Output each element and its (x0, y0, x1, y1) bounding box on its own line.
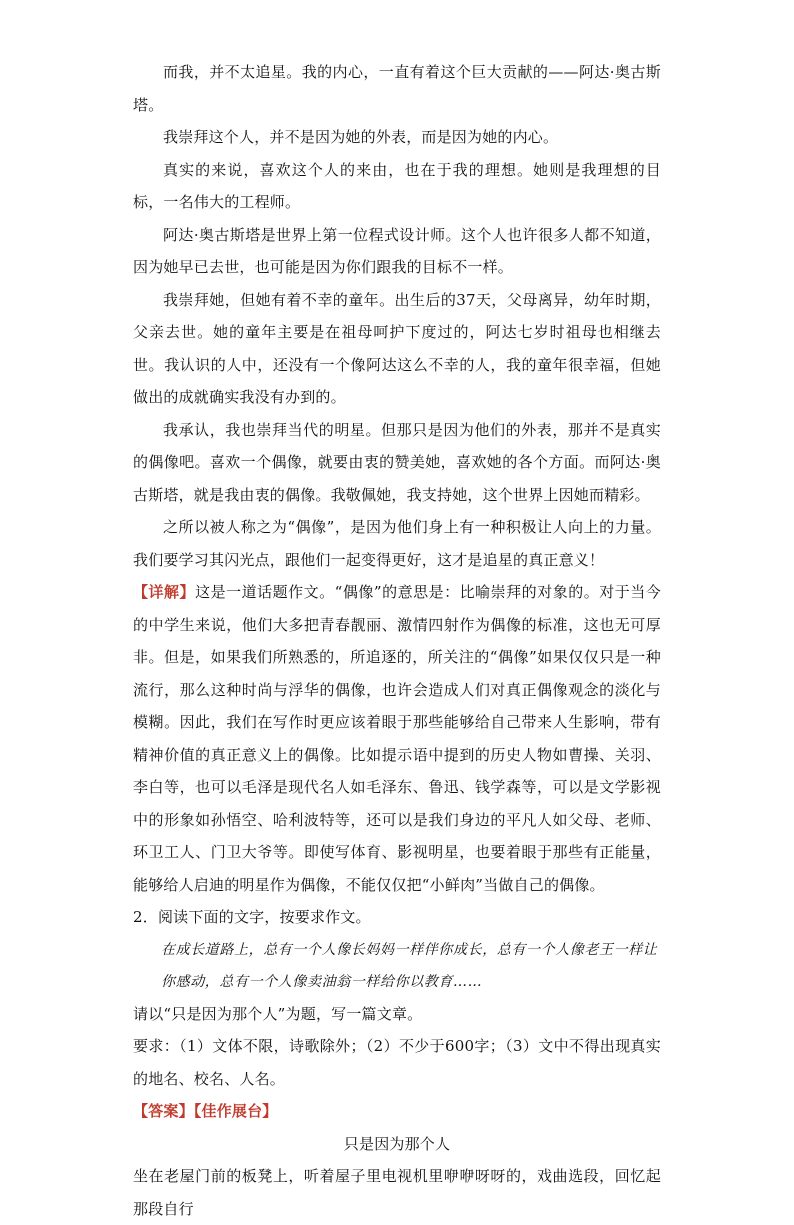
question-prompt: 请以“只是因为那个人”为题，写一篇文章。 (133, 1004, 423, 1023)
question-quote: 在成长道路上，总有一个人像长妈妈一样伴你成长，总有一个人像老王一样让你感动，总有一个人像卖油翁一样给你以教育…… (161, 941, 658, 990)
paragraph: 我崇拜这个人，并不是因为她的外表，而是因为她的内心。 (163, 128, 559, 146)
detail-paragraph (133, 576, 661, 901)
question-title: 2．阅读下面的文字，按要求作文。 (133, 908, 371, 926)
detail-tag: 【详解】 (133, 583, 196, 601)
question-requirements: 要求：（1）文体不限，诗歌除外；（2）不少于600字；（3）文中不得出现真实的地名、校名、人名。 (133, 1037, 661, 1088)
paragraph: 真实的来说，喜欢这个人的来由，也在于我的理想。她则是我理想的目标，一名伟大的工程师。 (133, 160, 661, 211)
paragraph: 之所以被人称之为“偶像”，是因为他们身上有一种积极让人向上的力量。我们要学习其闪光点，跟他们一起变得更好，这才是追星的真正意义！ (133, 518, 661, 569)
paragraph: 我承认，我也崇拜当代的明星。但那只是因为他们的外表，那并不是真实的偶像吧。喜欢一个偶像，就要由衷的赞美她，喜欢她的各个方面。而阿达·奥古斯塔，就是我由衷的偶像。我敬佩她，我支持她，这个世界上因她而精彩。 (133, 420, 661, 504)
paragraph: 我崇拜她，但她有着不幸的童年。出生后的37天，父母离异，幼年时期，父亲去世。她的童年主要是在祖母呵护下度过的，阿达七岁时祖母也相继去世。我认识的人中，还没有一个像阿达这么不幸的人，我的童年很幸福，但她做出的成就确实我没有办到的。 (133, 290, 661, 406)
paragraph: 而我，并不太追星。我的内心，一直有着这个巨大贡献的——阿达·奥古斯塔。 (133, 63, 661, 114)
essay-first-line: 坐在老屋门前的板凳上，听着屋子里电视机里咿咿呀呀的，戏曲选段，回忆起那段自行 (133, 1167, 661, 1218)
document-page (133, 56, 661, 1225)
paragraph: 阿达·奥古斯塔是世界上第一位程式设计师。这个人也许很多人都不知道，因为她早已去世，也可能是因为你们跟我的目标不一样。 (133, 225, 661, 276)
essay-title: 只是因为那个人 (343, 1134, 451, 1153)
detail-text: 这是一道话题作文。“偶像”的意思是：比喻崇拜的对象的。对于当今的中学生来说，他们大多把青春靓丽、激情四射作为偶像的标准，这也无可厚非。但是，如果我们所熟悉的，所追逐的，所关注的“偶像”如果仅仅只是一种流行，那么这种时尚与浮华的偶像，也许会造成人们对真正偶像观念的淡化与模糊。因此，我们在写作时更应该着眼于那些能够给自己带来人生影响，带有精神价值的真正意义上的偶像。比如提示语中提到的历史人物如曹操、关羽、李白等，也可以毛泽是现代名人如毛泽东、鲁迅、钱学森等，可以是文学影视中的形象如孙悟空、哈利波特等，还可以是我们身边的平凡人如父母、老师、环卫工人、门卫大爷等。即使写体育、影视明星，也要着眼于那些有正能量，能够给人启迪的明星作为偶像，不能仅仅把“小鲜肉”当做自己的偶像。 (133, 583, 661, 894)
answer-tag: 【答案】【佳作展台】 (133, 1102, 278, 1120)
